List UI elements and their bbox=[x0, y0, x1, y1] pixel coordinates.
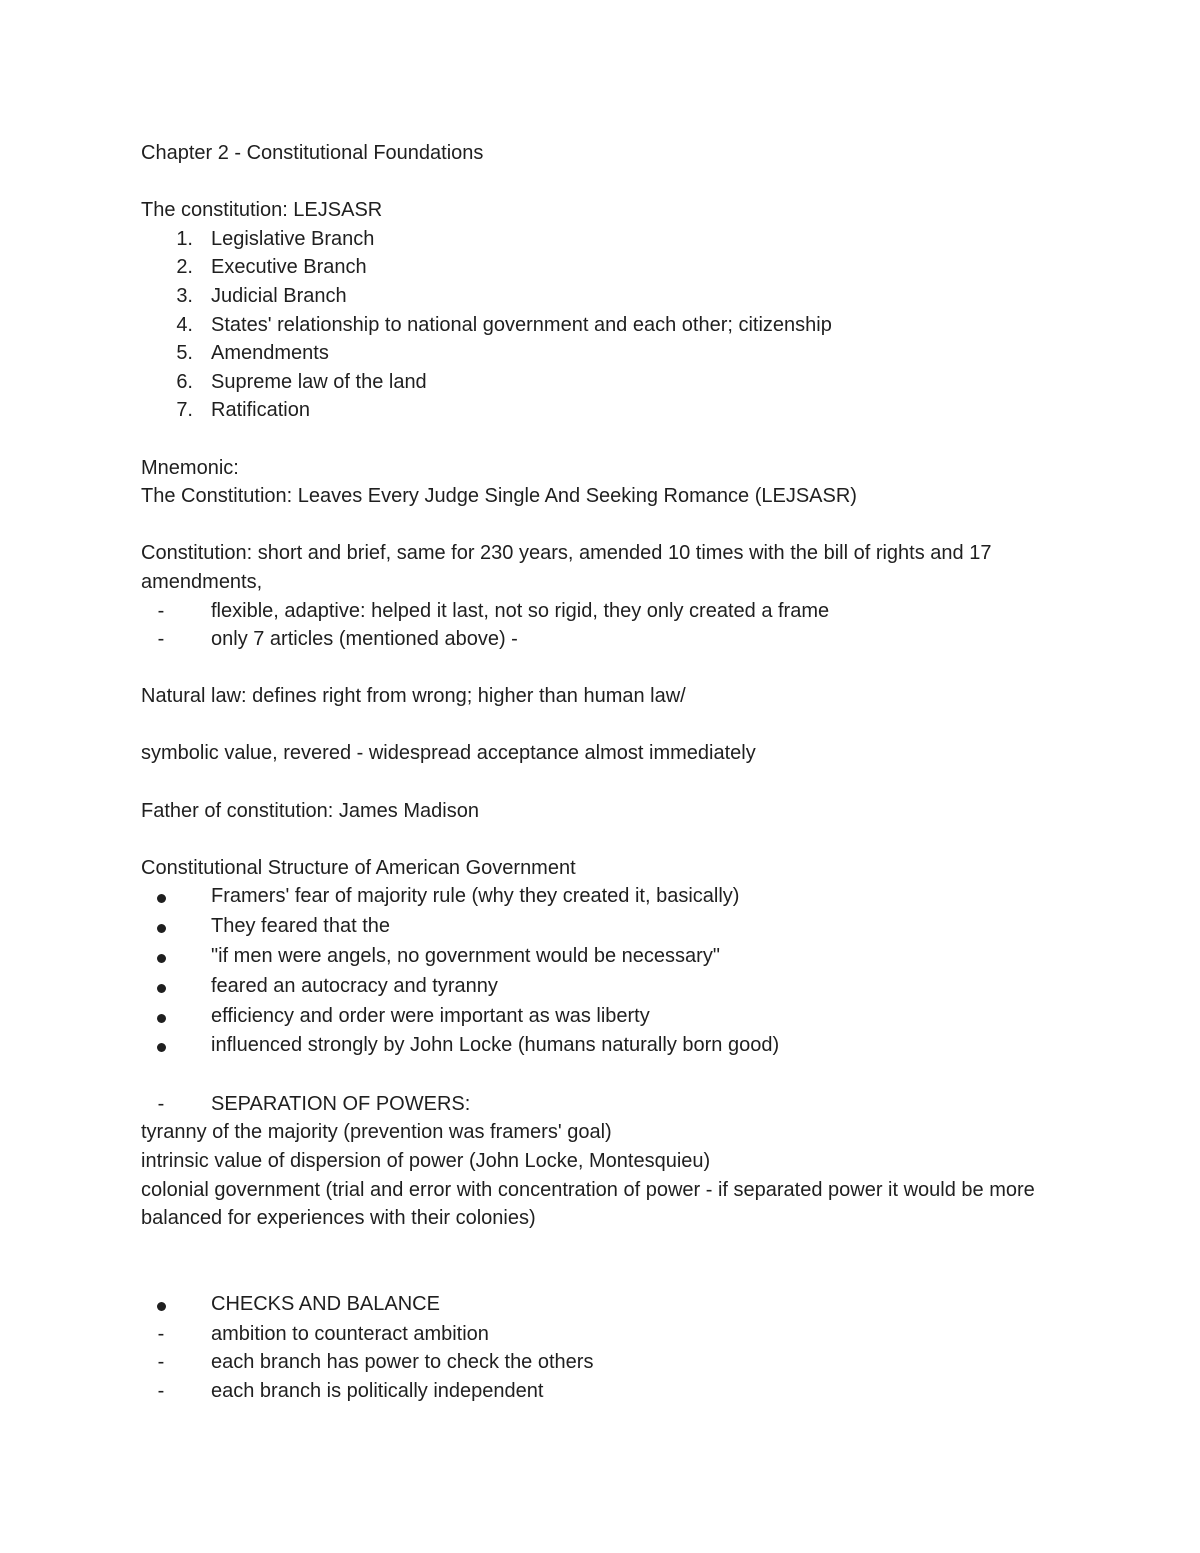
list-number: 2. bbox=[176, 256, 193, 279]
list-item-text: ambition to counteract ambition bbox=[211, 1322, 489, 1345]
document-page bbox=[141, 139, 1071, 1406]
dash-marker: - bbox=[157, 1322, 165, 1345]
spacer bbox=[141, 425, 1071, 454]
mnemonic-label: Mnemonic: bbox=[141, 456, 239, 479]
list-item bbox=[141, 1348, 1071, 1377]
structure-heading: Constitutional Structure of American Government bbox=[141, 856, 576, 879]
spacer bbox=[141, 511, 1071, 540]
list-item-text: They feared that the bbox=[211, 915, 391, 938]
list-number: 5. bbox=[176, 342, 193, 365]
list-item bbox=[141, 882, 1071, 912]
list-item bbox=[141, 972, 1071, 1002]
list-item-text: flexible, adaptive: helped it last, not so rigid, they only created a frame bbox=[211, 599, 830, 622]
list-item-text: each branch has power to check the others bbox=[211, 1351, 594, 1374]
bullet-icon bbox=[141, 1003, 181, 1032]
mnemonic-text: The Constitution: Leaves Every Judge Single And Seeking Romance (LEJSASR) bbox=[141, 485, 857, 508]
separation-line: tyranny of the majority (prevention was framers' goal) bbox=[141, 1121, 612, 1144]
list-item-text: Framers' fear of majority rule (why they created it, basically) bbox=[211, 885, 740, 908]
spacer bbox=[141, 711, 1071, 740]
separation-line: intrinsic value of dispersion of power (John Locke, Montesquieu) bbox=[141, 1150, 711, 1172]
dash-marker: - bbox=[157, 1351, 165, 1374]
spacer bbox=[141, 654, 1071, 683]
list-item bbox=[141, 597, 1071, 626]
bullet-icon bbox=[141, 943, 181, 972]
spacer bbox=[141, 1233, 1071, 1262]
list-item bbox=[141, 225, 1071, 254]
bullet-icon bbox=[141, 1291, 181, 1320]
separation-heading: SEPARATION OF POWERS: bbox=[211, 1092, 471, 1115]
list-item bbox=[141, 1002, 1071, 1032]
spacer bbox=[141, 825, 1071, 854]
page-title: Chapter 2 - Constitutional Foundations bbox=[141, 142, 484, 164]
list-item bbox=[141, 1377, 1071, 1406]
list-item-text: Amendments bbox=[211, 342, 329, 365]
list-item-text: efficiency and order were important as was liberty bbox=[211, 1004, 650, 1027]
list-item bbox=[141, 339, 1071, 368]
list-item-text: Supreme law of the land bbox=[211, 370, 427, 393]
checks-heading-item bbox=[141, 1290, 1071, 1320]
list-item bbox=[141, 282, 1071, 311]
list-item-text: influenced strongly by John Locke (humans naturally born good) bbox=[211, 1034, 780, 1057]
spacer bbox=[141, 1061, 1071, 1090]
bullet-icon bbox=[141, 1033, 181, 1062]
dash-marker: - bbox=[157, 628, 165, 651]
list-number: 4. bbox=[176, 313, 193, 336]
articles-list bbox=[141, 225, 1071, 425]
list-number: 3. bbox=[176, 284, 193, 307]
list-number: 1. bbox=[176, 227, 193, 250]
checks-points-list bbox=[141, 1320, 1071, 1406]
symbolic-value: symbolic value, revered - widespread acceptance almost immediately bbox=[141, 742, 756, 765]
natural-law: Natural law: defines right from wrong; higher than human law/ bbox=[141, 685, 686, 708]
separation-line: colonial government (trial and error with concentration of power - if separated power it would be more balanced for experiences with their colonies) bbox=[141, 1178, 1041, 1230]
list-item bbox=[141, 396, 1071, 425]
structure-bullet-list bbox=[141, 882, 1071, 1061]
bullet-icon bbox=[141, 973, 181, 1002]
separation-heading-item bbox=[141, 1090, 1071, 1119]
list-item bbox=[141, 912, 1071, 942]
dash-marker: - bbox=[157, 1379, 165, 1402]
constitution-summary: Constitution: short and brief, same for 230 years, amended 10 times with the bill of rights and 17 amendments, bbox=[141, 542, 998, 593]
list-item-text: each branch is politically independent bbox=[211, 1379, 544, 1402]
list-item bbox=[141, 1320, 1071, 1349]
bullet-icon bbox=[141, 884, 181, 913]
dash-marker: - bbox=[157, 1092, 165, 1115]
list-number: 6. bbox=[176, 370, 193, 393]
list-item bbox=[141, 942, 1071, 972]
list-item bbox=[141, 311, 1071, 340]
list-item bbox=[141, 368, 1071, 397]
bullet-icon bbox=[141, 913, 181, 942]
list-item-text: Ratification bbox=[211, 399, 310, 422]
list-item-text: Legislative Branch bbox=[211, 227, 375, 250]
constitution-heading: The constitution: LEJSASR bbox=[141, 199, 383, 222]
list-item bbox=[141, 625, 1071, 654]
list-item-text: feared an autocracy and tyranny bbox=[211, 974, 498, 997]
spacer bbox=[141, 768, 1071, 797]
list-number: 7. bbox=[176, 399, 193, 422]
list-item-text: Judicial Branch bbox=[211, 284, 347, 307]
dash-marker: - bbox=[157, 599, 165, 622]
list-item bbox=[141, 253, 1071, 282]
list-item bbox=[141, 1031, 1071, 1061]
list-item-text: only 7 articles (mentioned above) - bbox=[211, 628, 518, 651]
checks-heading: CHECKS AND BALANCE bbox=[211, 1292, 440, 1315]
constitution-points-list bbox=[141, 597, 1071, 654]
spacer bbox=[141, 168, 1071, 197]
father-of-constitution: Father of constitution: James Madison bbox=[141, 799, 479, 822]
list-item-text: "if men were angels, no government would be necessary" bbox=[211, 945, 720, 968]
spacer bbox=[141, 1261, 1071, 1290]
list-item-text: Executive Branch bbox=[211, 256, 367, 279]
list-item-text: States' relationship to national government and each other; citizenship bbox=[211, 313, 832, 336]
